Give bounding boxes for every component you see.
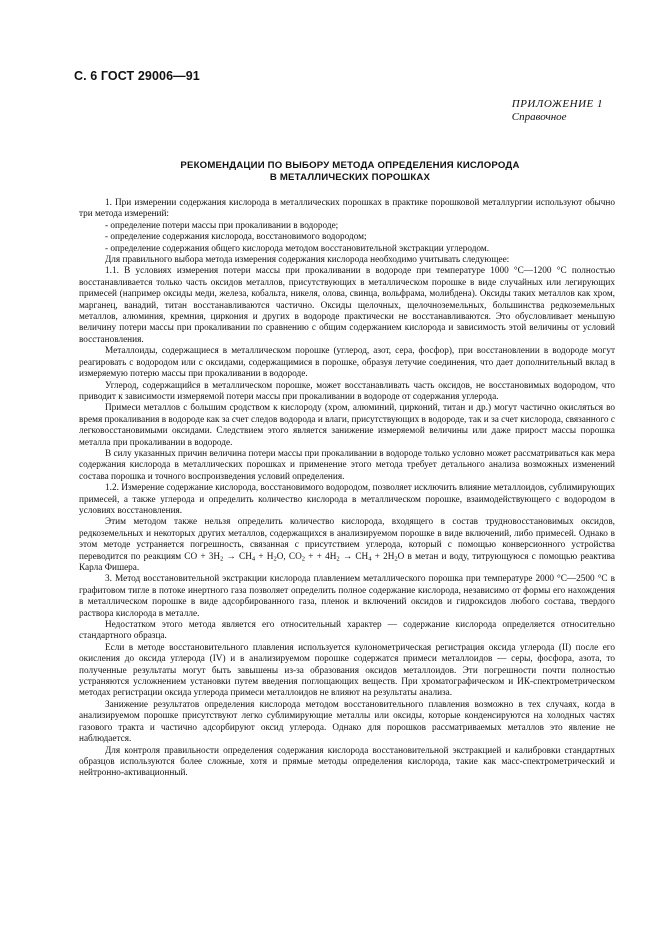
body-text [79, 198, 615, 780]
paragraph: Для контроля правильности определения содержания кислорода восстановительной экстракцией и калибровки стандартных образцов используются более сложные, хотя и прямые методы определения кислорода, такие как масс-спектрометрический и нейтронно-активационный. [79, 745, 615, 779]
appendix-label-block [512, 98, 603, 124]
list-item: - определение потери массы при прокаливании в водороде; [105, 220, 339, 231]
paragraph: Углерод, содержащийся в металлическом порошке, может восстанавливать часть оксидов, не восстановимых водородом, что приводит к зависимости измеряемой потери массы при прокаливании в водороде от содержания углерода. [79, 380, 615, 402]
section-title-line-2: В МЕТАЛЛИЧЕСКИХ ПОРОШКАХ [269, 171, 431, 183]
appendix-type: Справочное [511, 111, 567, 123]
paragraph: Примеси металлов с большим сродством к кислороду (хром, алюминий, цирконий, титан и др.) могут частично окисляться во время прокаливания в водороде как за счет следов водорода и влаги, присутствующих в водороде, так и за счет кислорода, связанного с легковосстановимыми оксидами. Следствием этого является занижение измеряемой величины или даже прирост массы порошка металла при прокаливании в водороде. [79, 403, 615, 448]
paragraph: Для правильного выбора метода измерения содержания кислорода необходимо учитывать следующее: [105, 255, 510, 266]
page-header: С. 6 ГОСТ 29006—91 [74, 69, 200, 83]
list-item: - определение содержания кислорода, восстановимого водородом; [105, 232, 367, 243]
paragraph: Этим методом также нельзя определить количество кислорода, входящего в состав трудновосстановимых оксидов, редкоземельных и некоторых других металлов, содержащихся в анализируемом порошке в виде включений, либо примесей. Однако в этом методе устраняется погрешность, связанная с присутствием углерода, который с помощью конверсионного устройства переводится по реакциям CO + $3H_2 \to CH_4 + H_2O$, $CO_2$ + + $4H_2 \to CH_4 + 2H_2O$ в метан и воду, титрующуюся с помощью реактива Карла Фишера. [79, 517, 615, 573]
paragraph: Недостатком этого метода является его относительный характер — содержание кислорода определяется относительно стандартного образца. [79, 620, 615, 642]
paragraph: 1. При измерении содержания кислорода в металлических порошках в практике порошковой металлургии используют обычно три метода измерений: [79, 198, 615, 220]
appendix-label: ПРИЛОЖЕНИЕ 1 [511, 98, 603, 110]
paragraph: Занижение результатов определения кислорода методом восстановительного плавления возможно в тех случаях, когда в анализируемом порошке присутствуют легко сублимирующие металлы или оксиды, которые конденсируются на холодных частях газового тракта и частично адсорбируют оксид углерода. Однако для порошков рассматриваемых металлов это явление не наблюдается. [79, 699, 615, 745]
paragraph: В силу указанных причин величина потери массы при прокаливании в водороде только условно может рассматриваться как мера содержания кислорода в металлических порошках и применение этого метода требует детального анализа возможных изменений состава порошка и точного воспроизведения условий определения. [79, 448, 615, 482]
paragraph: Металлоиды, содержащиеся в металлическом порошке (углерод, азот, сера, фосфор), при восстановлении в водороде могут реагировать с водородом или с оксидами, содержащимися в порошке, образуя летучие соединения, что дает дополнительный вклад в измеряемую потерю массы при прокаливании в водороде. [79, 346, 615, 380]
paragraph: 1.1. В условиях измерения потери массы при прокаливании в водороде при температуре 1000 °С—1200 °С полностью восстанавливается только часть оксидов металлов, присутствующих в металлическом порошке в виде случайных или легирующих примесей (например оксиды меди, железа, кобальта, никеля, олова, свинца, вольфрама, молибдена). Оксиды таких металлов как хром, марганец, ванадий, титан восстанавливаются частично. Оксиды щелочных, щелочноземельных, большинства редкоземельных металлов, алюминия, кремния, циркония и других в водороде практически не восстанавливаются. Это обусловливает меньшую величину потери массы при прокаливании по сравнению с общим содержанием кислорода и зависимость этой величины от условий восстановления. [79, 266, 615, 345]
paragraph: 1.2. Измерение содержание кислорода, восстановимого водородом, позволяет исключить влияние металлоидов, сублимирующих примесей, а также углерода и определить количество кислорода в металлическом порошке, взаимодействующего с водородом в условиях восстановления. [79, 483, 615, 516]
paragraph: Если в методе восстановительного плавления используется кулонометрическая регистрация оксида углерода (II) после его окисления до оксида углерода (IV) и в анализируемом порошке содержатся примеси металлоидов — серы, фосфора, азота, то полученные результаты могут быть завышены из-за образования оксидов металлоидов. Эти погрешности почти полностью устраняются усложнением установки путем введения поглощающих веществ. При хроматографическом и ИК-спектрометрическом методах регистрации оксида углерода примеси металлоидов не влияют на результаты анализа. [79, 642, 615, 699]
paragraph: 3. Метод восстановительной экстракции кислорода плавлением металлического порошка при температуре 2000 °С—2500 °С в графитовом тигле в потоке инертного газа позволяет определить полное содержание кислорода, независимо от формы его нахождения в металлическом порошке в виде адсорбированного газа, пленок и включений оксидов и гидроксидов любого состава, твердого раствора кислорода в металле. [79, 574, 615, 619]
section-title-line-1: РЕКОМЕНДАЦИИ ПО ВЫБОРУ МЕТОДА ОПРЕДЕЛЕНИЯ КИСЛОРОДА [180, 160, 520, 171]
section-title [60, 160, 640, 183]
list-item: - определение содержания общего кислорода методом восстановительной экстракции углеродом. [105, 243, 490, 254]
